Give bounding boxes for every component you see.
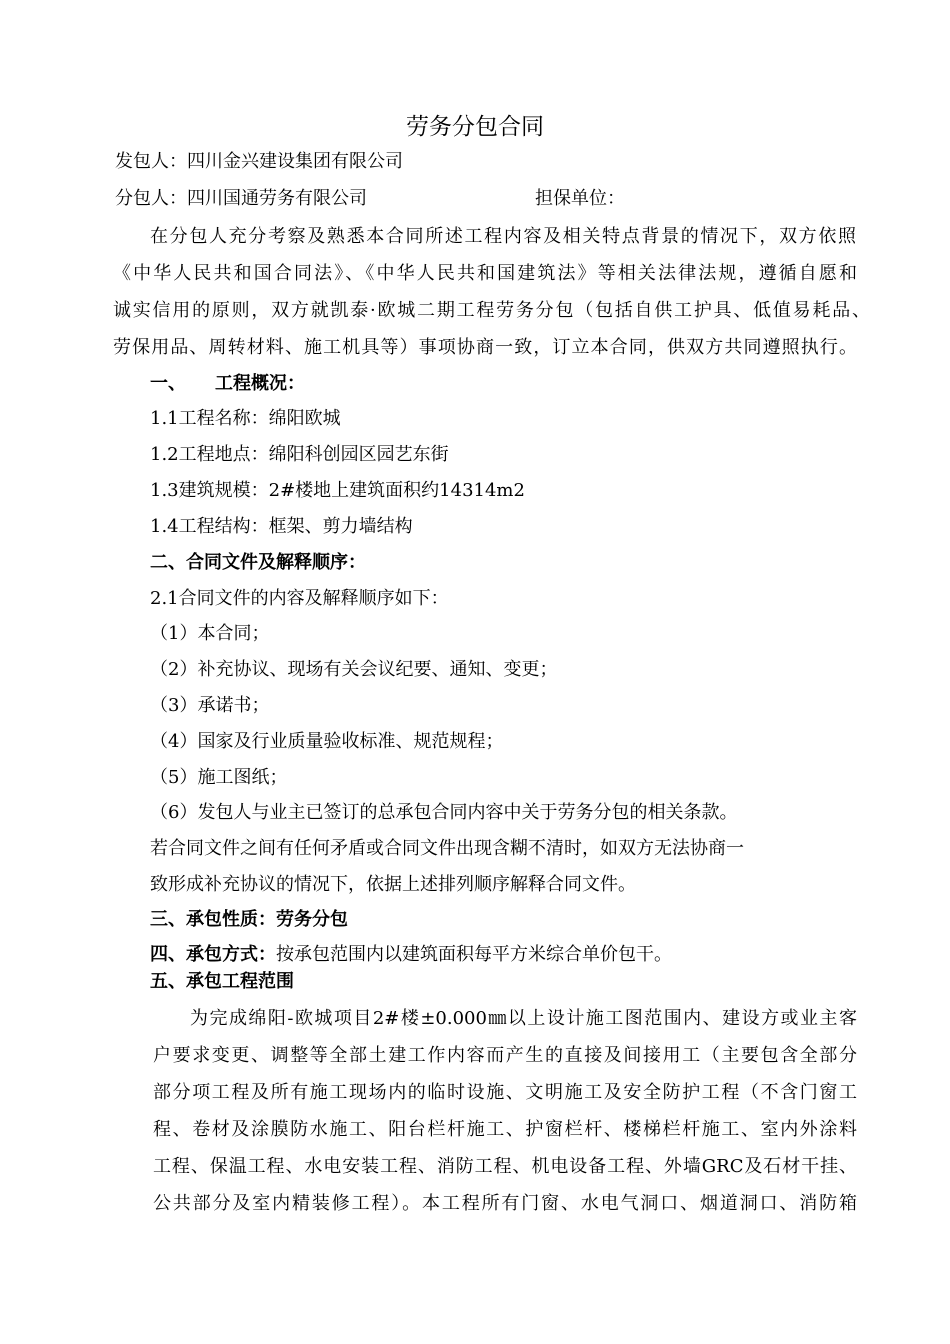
guarantor-line: 担保单位： (535, 188, 625, 209)
section2-note-2: 致形成补充协议的情况下，依据上述排列顺序解释合同文件。 (150, 874, 636, 895)
section1-item-2: 1.2工程地点：绵阳科创园区园艺东街 (150, 444, 449, 465)
intro-line-4: 劳保用品、周转材料、施工机具等）事项协商一致，订立本合同，供双方共同遵照执行。 (113, 337, 857, 358)
intro-line-3: 诚实信用的原则，双方就凯泰·欧城二期工程劳务分包（包括自供工护具、低值易耗品、 (113, 300, 870, 321)
section2-item-1: （1）本合同； (150, 623, 270, 644)
section5-heading: 五、承包工程范围 (150, 971, 294, 992)
section5-line-2: 户要求变更、调整等全部土建工作内容而产生的直接及间接用工（主要包含全部分 (153, 1045, 857, 1066)
section2-item-4: （4）国家及行业质量验收标准、规范规程； (150, 731, 504, 752)
document-title: 劳务分包合同 (406, 114, 544, 140)
contractor-line: 发包人：四川金兴建设集团有限公司 (115, 151, 403, 172)
section2-item-2: （2）补充协议、现场有关会议纪要、通知、变更； (150, 659, 558, 680)
intro-line-2: 《中华人民共和国合同法》、《中华人民共和国建筑法》等相关法律法规，遵循自愿和 (113, 263, 857, 284)
section2-item-6: （6）发包人与业主已签订的总承包合同内容中关于劳务分包的相关条款。 (150, 802, 738, 823)
section5-line-4: 程、卷材及涂膜防水施工、阳台栏杆施工、护窗栏杆、楼梯栏杆施工、室内外涂料 (153, 1119, 857, 1140)
section1-item-3: 1.3建筑规模：2#楼地上建筑面积约14314m2 (150, 480, 525, 501)
section1-heading: 工程概况： (215, 373, 305, 394)
section4-line (150, 943, 672, 967)
section2-item-3: （3）承诺书； (150, 695, 270, 716)
section3-heading: 三、承包性质：劳务分包 (150, 909, 348, 930)
section4-text: 按承包范围内以建筑面积每平方米综合单价包干。 (276, 944, 672, 965)
section5-line-5: 工程、保温工程、水电安装工程、消防工程、机电设备工程、外墙GRC及石材干挂、 (153, 1156, 857, 1177)
section1-item-4: 1.4工程结构：框架、剪力墙结构 (150, 516, 413, 537)
section5-line-6: 公共部分及室内精装修工程）。本工程所有门窗、水电气洞口、烟道洞口、消防箱 (153, 1193, 857, 1214)
subcontractor-line: 分包人：四川国通劳务有限公司 (115, 188, 367, 209)
section2-note-1: 若合同文件之间有任何矛盾或合同文件出现含糊不清时，如双方无法协商一 (150, 838, 744, 859)
section4-heading: 四、承包方式： (150, 944, 276, 965)
intro-line-1: 在分包人充分考察及熟悉本合同所述工程内容及相关特点背景的情况下，双方依照 (150, 226, 856, 247)
section5-line-1: 为完成绵阳-欧城项目2#楼±0.000㎜以上设计施工图范围内、建设方或业主客 (190, 1008, 857, 1029)
section2-lead: 2.1合同文件的内容及解释顺序如下： (150, 588, 449, 609)
section2-item-5: （5）施工图纸； (150, 767, 288, 788)
section5-line-3: 部分项工程及所有施工现场内的临时设施、文明施工及安全防护工程（不含门窗工 (153, 1082, 857, 1103)
section1-item-1: 1.1工程名称：绵阳欧城 (150, 408, 341, 429)
section1-number: 一、 (150, 373, 186, 394)
section2-heading: 二、合同文件及解释顺序： (150, 552, 366, 573)
